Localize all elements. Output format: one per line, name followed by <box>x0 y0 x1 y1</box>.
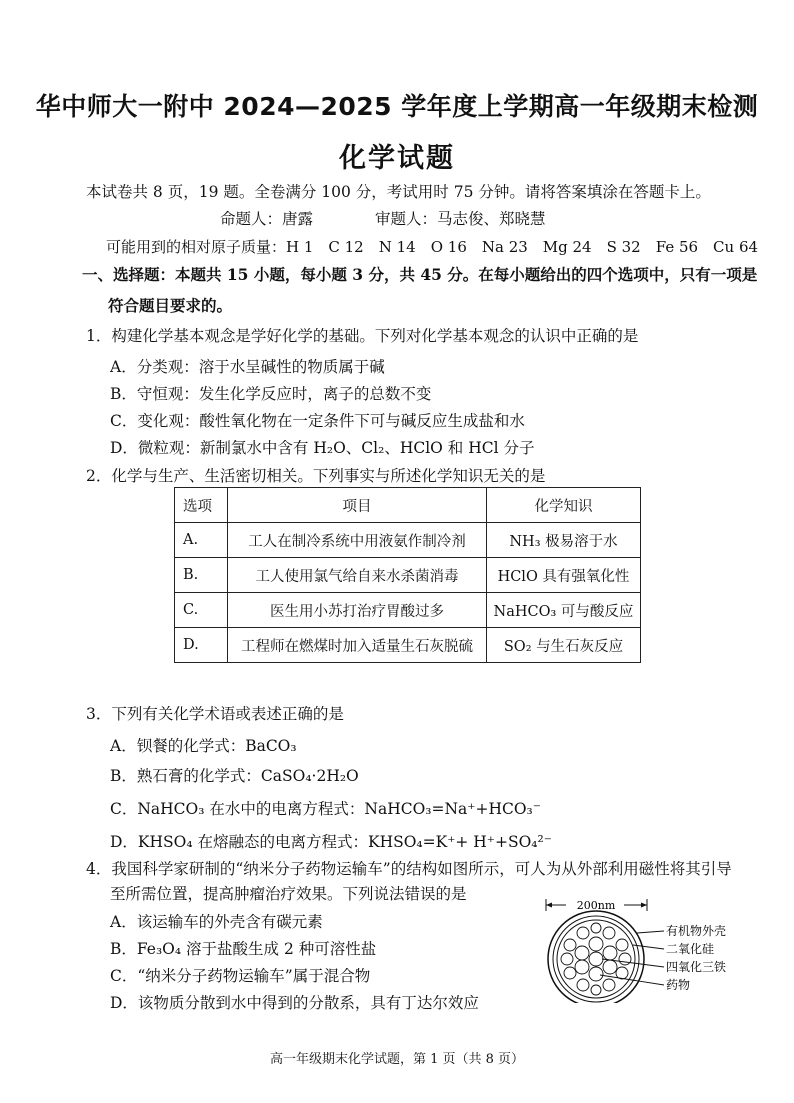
atomic-masses: 可能用到的相对原子质量：H 1 C 12 N 14 O 16 Na 23 Mg 24 S 32 Fe 56 Cu 64 <box>106 238 759 256</box>
table-header-cell: 化学知识 <box>487 488 641 523</box>
table-cell: A. <box>175 523 228 558</box>
label-fe3o4: 四氧化三铁 <box>666 960 727 974</box>
label-silica: 二氧化硅 <box>666 942 715 956</box>
q1-option-b: B．守恒观：发生化学反应时，离子的总数不变 <box>110 385 432 403</box>
q3-option-c: C．NaHCO₃ 在水中的电离方程式：NaHCO₃=Na⁺+HCO₃⁻ <box>110 800 541 818</box>
q1-option-d-prefix: D．微粒观：新制氯水中含有 H <box>110 439 327 457</box>
table-cell: C. <box>175 593 228 628</box>
table-row <box>175 558 641 593</box>
q3-option-d: D．KHSO₄ 在熔融态的电离方程式：KHSO₄=K⁺+ H⁺+SO₄²⁻ <box>110 833 552 851</box>
table-cell: NH₃ 极易溶于水 <box>487 523 641 558</box>
table-cell: 工人在制冷系统中用液氨作制冷剂 <box>228 523 487 558</box>
q4-option-c: C．“纳米分子药物运输车”属于混合物 <box>110 967 371 985</box>
subject-title: 化学试题 <box>339 143 455 174</box>
table-cell: SO₂ 与生石灰反应 <box>487 628 641 663</box>
table-header-cell: 项目 <box>228 488 487 523</box>
q4-stem-line2: 至所需位置，提高肿瘤治疗效果。下列说法错误的是 <box>110 885 467 903</box>
q1-option-d-suffix: 、HClO 和 HCl 分子 <box>384 439 535 457</box>
q3-option-a: A．钡餐的化学式：BaCO₃ <box>110 737 297 755</box>
table-cell: NaHCO₃ 可与酸反应 <box>487 593 641 628</box>
q2-table <box>174 487 641 663</box>
table-cell: D. <box>175 628 228 663</box>
q4-stem-line1: 4．我国科学家研制的“纳米分子药物运输车”的结构如图所示，可人为从外部利用磁性将其引导 <box>86 860 732 878</box>
nanoparticle-figure <box>540 897 740 1003</box>
q4-option-d: D．该物质分散到水中得到的分散系，具有丁达尔效应 <box>110 994 479 1012</box>
table-row <box>175 593 641 628</box>
table-cell: 工程师在燃煤时加入适量生石灰脱硫 <box>228 628 487 663</box>
table-header-cell: 选项 <box>175 488 228 523</box>
table-row <box>175 628 641 663</box>
q1-option-d: D．微粒观：新制氯水中含有 H₂O、Cl₂、HClO 和 HCl 分子 <box>110 439 535 457</box>
q4-option-b: B．Fe₃O₄ 溶于盐酸生成 2 种可溶性盐 <box>110 940 377 958</box>
section-heading-1: 一、选择题：本题共 15 小题，每小题 3 分，共 45 分。在每小题给出的四个选项中，只有一项是 <box>82 265 758 284</box>
q1-option-a: A．分类观：溶于水呈碱性的物质属于碱 <box>110 358 385 376</box>
label-shell: 有机物外壳 <box>666 924 727 938</box>
page-footer: 高一年级期末化学试题，第 1 页（共 8 页） <box>269 1052 525 1067</box>
table-header-row <box>175 488 641 523</box>
table-cell: 医生用小苏打治疗胃酸过多 <box>228 593 487 628</box>
exam-intro: 本试卷共 8 页，19 题。全卷满分 100 分，考试用时 75 分钟。请将答案填涂在答题卡上。 <box>86 183 711 201</box>
table-cell: HClO 具有强氧化性 <box>487 558 641 593</box>
authors-line: 命题人：唐露 审题人：马志俊、郑晓慧 <box>220 210 546 228</box>
q3-option-b: B．熟石膏的化学式：CaSO₄·2H₂O <box>110 767 359 785</box>
scale-label: 200nm <box>576 899 616 912</box>
q2-stem: 2．化学与生产、生活密切相关。下列事实与所述化学知识无关的是 <box>86 467 546 485</box>
label-drug: 药物 <box>666 978 691 992</box>
q4-option-a: A．该运输车的外壳含有碳元素 <box>110 913 323 931</box>
section-heading-2: 符合题目要求的。 <box>108 296 233 315</box>
exam-title: 华中师大一附中 2024—2025 学年度上学期高一年级期末检测 <box>35 92 759 121</box>
table-cell: B. <box>175 558 228 593</box>
q1-option-c: C．变化观：酸性氧化物在一定条件下可与碱反应生成盐和水 <box>110 412 525 430</box>
q1-stem: 1．构建化学基本观念是学好化学的基础。下列对化学基本观念的认识中正确的是 <box>86 327 639 345</box>
table-cell: 工人使用氯气给自来水杀菌消毒 <box>228 558 487 593</box>
q3-stem: 3．下列有关化学术语或表述正确的是 <box>86 705 344 723</box>
table-row <box>175 523 641 558</box>
